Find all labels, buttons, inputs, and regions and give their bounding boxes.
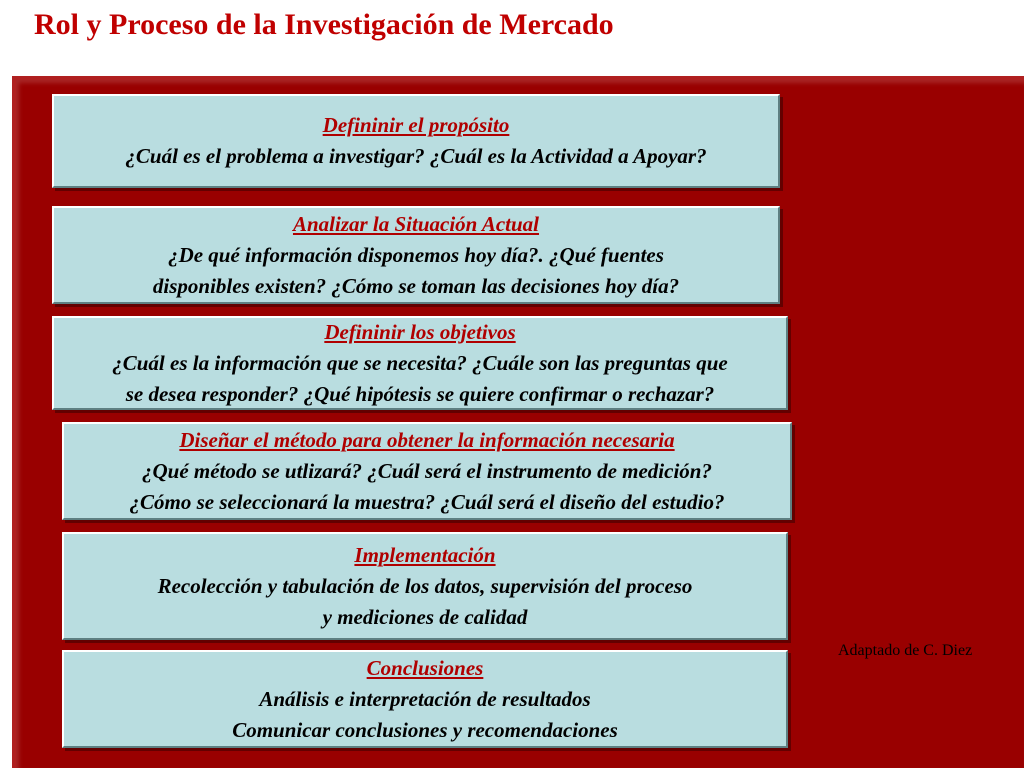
step-heading: Diseñar el método para obtener la información necesaria [179,427,675,452]
step-heading: Analizar la Situación Actual [292,211,540,236]
step-text: ¿Qué método se utlizará? ¿Cuál será el instrumento de medición? [142,458,712,483]
step-text: ¿Cómo se seleccionará la muestra? ¿Cuál será el diseño del estudio? [129,489,725,514]
step-text: ¿Cuál es la información que se necesita? ¿Cuále son las preguntas que [112,350,728,375]
step-text: se desea responder? ¿Qué hipótesis se quiere confirmar o rechazar? [125,381,715,406]
step-implementation [62,532,788,640]
step-heading: Conclusiones [366,655,484,680]
step-design-method [62,422,792,520]
step-heading: Defininir el propósito [322,113,510,137]
step-heading: Defininir los objetivos [324,319,516,344]
step-text: ¿De qué información disponemos hoy día?. ¿Qué fuentes [168,242,664,267]
step-text: y mediciones de calidad [322,604,528,629]
step-text: Comunicar conclusiones y recomendaciones [232,717,618,742]
step-text: Análisis e interpretación de resultados [259,686,591,711]
step-text: ¿Cuál es el problema a investigar? ¿Cuál es la Actividad a Apoyar? [125,144,707,168]
step-analyze-situation [52,206,780,304]
slide-title: Rol y Proceso de la Investigación de Mercado [34,8,614,41]
step-heading: Implementación [354,542,496,567]
source-credit: Adaptado de C. Diez [838,642,973,659]
step-define-objectives [52,316,788,410]
step-define-purpose [52,94,780,188]
step-conclusions [62,650,788,748]
step-text: Recolección y tabulación de los datos, supervisión del proceso [157,573,693,598]
step-text: disponibles existen? ¿Cómo se toman las decisiones hoy día? [152,273,680,298]
